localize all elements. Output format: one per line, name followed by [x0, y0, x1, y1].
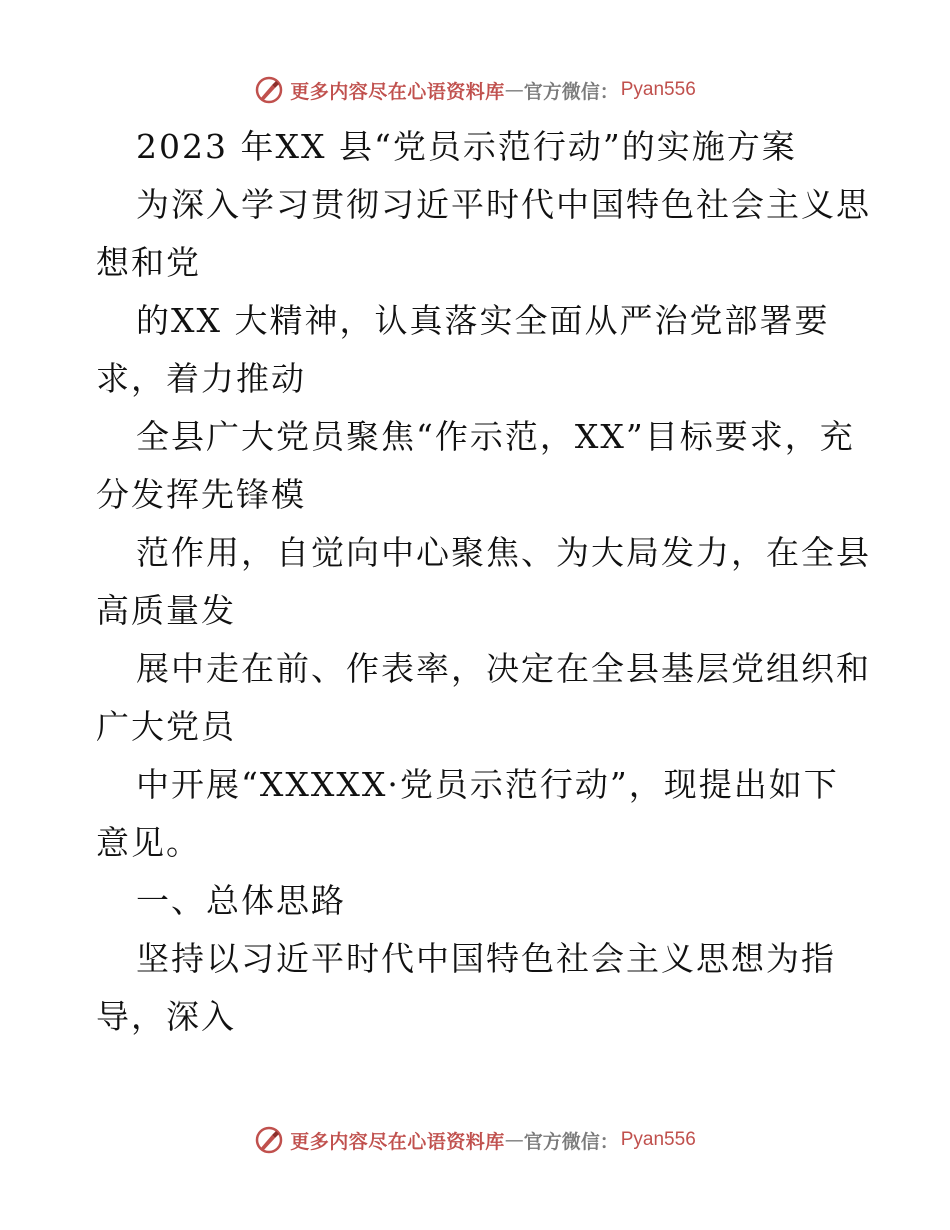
- document-body: [96, 118, 871, 1046]
- document-title: 2023 年XX 县“党员示范行动”的实施方案: [136, 127, 797, 166]
- paragraph-line: 分发挥先锋模: [96, 475, 306, 514]
- banner-official-label: 官方微信：: [523, 80, 619, 103]
- banner-official-label: 官方微信：: [523, 1130, 619, 1153]
- paragraph-line: 为深入学习贯彻习近平时代中国特色社会主义思: [136, 185, 871, 224]
- section-heading: 一、总体思路: [136, 881, 346, 920]
- paragraph-line: 中开展“XXXXX·党员示范行动”，现提出如下: [136, 765, 839, 804]
- paragraph-line: 求，着力推动: [96, 359, 306, 398]
- paragraph-line: 范作用，自觉向中心聚焦、为大局发力，在全县: [136, 533, 871, 572]
- paragraph-line: 广大党员: [96, 707, 236, 746]
- pen-circle-logo-icon: [254, 75, 284, 105]
- header-banner: [0, 70, 950, 110]
- banner-separator: —: [504, 79, 524, 101]
- paragraph-line: 展中走在前、作表率，决定在全县基层党组织和: [136, 649, 871, 688]
- paragraph-line: 高质量发: [96, 591, 236, 630]
- banner-wechat-id: Pyan556: [620, 1129, 696, 1150]
- banner-wechat-id: Pyan556: [620, 79, 696, 100]
- paragraph-line: 想和党: [96, 243, 201, 282]
- footer-banner: [0, 1120, 950, 1160]
- paragraph-line: 全县广大党员聚焦“作示范，XX”目标要求，充: [136, 417, 855, 456]
- paragraph-line: 导，深入: [96, 997, 236, 1036]
- banner-promo-text: 更多内容尽在心语资料库: [290, 80, 505, 103]
- banner-promo-text: 更多内容尽在心语资料库: [290, 1130, 505, 1153]
- paragraph-line: 的XX 大精神，认真落实全面从严治党部署要: [136, 301, 830, 340]
- paragraph-line: 意见。: [96, 823, 201, 862]
- pen-circle-logo-icon: [254, 1125, 284, 1155]
- paragraph-line: 坚持以习近平时代中国特色社会主义思想为指: [136, 939, 836, 978]
- banner-separator: —: [504, 1129, 524, 1151]
